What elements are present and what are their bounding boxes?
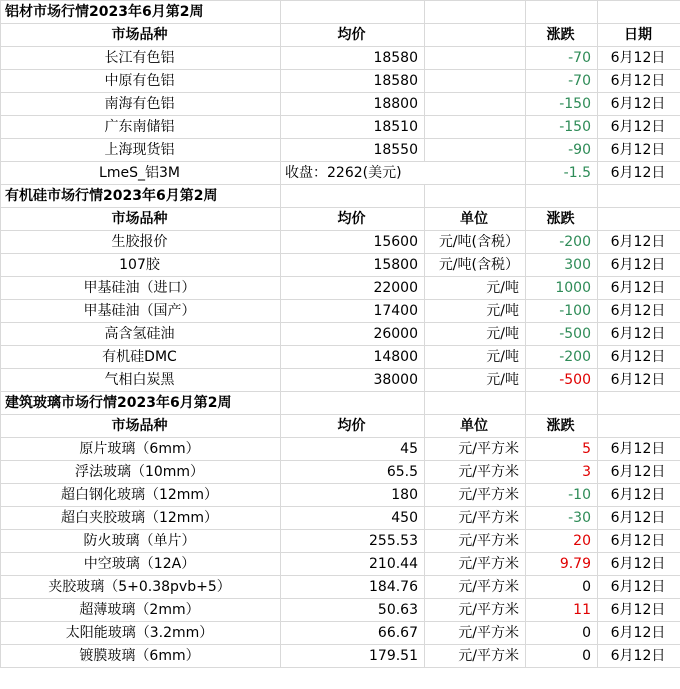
unit-cell[interactable]: 元/吨 xyxy=(425,277,526,300)
change-cell[interactable]: -1.5 xyxy=(526,162,598,185)
variety-cell[interactable]: 甲基硅油（进口） xyxy=(1,277,281,300)
header-price[interactable]: 均价 xyxy=(281,415,425,438)
table-row xyxy=(1,507,680,530)
price-cell[interactable]: 14800 xyxy=(281,346,425,369)
table-row xyxy=(1,484,680,507)
note-cell[interactable]: 收盘：2262(美元) xyxy=(281,162,526,185)
change-cell[interactable]: 300 xyxy=(526,254,598,277)
price-cell[interactable]: 179.51 xyxy=(281,645,425,668)
unit-cell[interactable]: 元/平方米 xyxy=(425,438,526,461)
variety-cell[interactable]: 超薄玻璃（2mm） xyxy=(1,599,281,622)
empty-cell[interactable] xyxy=(425,392,526,415)
unit-cell[interactable] xyxy=(425,47,526,70)
price-cell[interactable]: 18580 xyxy=(281,70,425,93)
price-cell[interactable]: 450 xyxy=(281,507,425,530)
date-cell[interactable]: 6月12日 xyxy=(598,162,680,185)
variety-cell[interactable]: 镀膜玻璃（6mm） xyxy=(1,645,281,668)
variety-cell[interactable]: 中原有色铝 xyxy=(1,70,281,93)
header-price[interactable]: 均价 xyxy=(281,24,425,47)
change-cell[interactable]: -500 xyxy=(526,323,598,346)
change-cell[interactable]: -30 xyxy=(526,507,598,530)
empty-cell[interactable] xyxy=(425,1,526,24)
change-cell[interactable]: 1000 xyxy=(526,277,598,300)
price-cell[interactable]: 26000 xyxy=(281,323,425,346)
table-row xyxy=(1,645,680,668)
header-variety[interactable]: 市场品种 xyxy=(1,24,281,47)
price-cell[interactable]: 66.67 xyxy=(281,622,425,645)
price-cell[interactable]: 255.53 xyxy=(281,530,425,553)
change-cell[interactable]: -200 xyxy=(526,346,598,369)
change-cell[interactable]: -500 xyxy=(526,369,598,392)
unit-cell[interactable]: 元/平方米 xyxy=(425,507,526,530)
variety-cell[interactable]: LmeS_铝3M xyxy=(1,162,281,185)
variety-cell[interactable]: 南海有色铝 xyxy=(1,93,281,116)
unit-cell[interactable]: 元/吨(含税） xyxy=(425,231,526,254)
price-cell[interactable]: 22000 xyxy=(281,277,425,300)
unit-cell[interactable]: 元/吨 xyxy=(425,346,526,369)
change-cell[interactable]: 9.79 xyxy=(526,553,598,576)
change-cell[interactable]: 3 xyxy=(526,461,598,484)
variety-cell[interactable]: 浮法玻璃（10mm） xyxy=(1,461,281,484)
table-row xyxy=(1,231,680,254)
date-cell[interactable]: 6月12日 xyxy=(598,47,680,70)
variety-cell[interactable]: 原片玻璃（6mm） xyxy=(1,438,281,461)
unit-cell[interactable]: 元/吨 xyxy=(425,300,526,323)
header-date[interactable] xyxy=(598,208,680,231)
date-cell[interactable]: 6月12日 xyxy=(598,507,680,530)
empty-cell[interactable] xyxy=(281,392,425,415)
table-row xyxy=(1,346,680,369)
price-cell[interactable]: 15800 xyxy=(281,254,425,277)
header-price[interactable]: 均价 xyxy=(281,208,425,231)
date-cell[interactable]: 6月12日 xyxy=(598,599,680,622)
date-cell[interactable]: 6月12日 xyxy=(598,93,680,116)
unit-cell[interactable] xyxy=(425,139,526,162)
table-row xyxy=(1,70,680,93)
variety-cell[interactable]: 防火玻璃（单片） xyxy=(1,530,281,553)
date-cell[interactable]: 6月12日 xyxy=(598,254,680,277)
variety-cell[interactable]: 有机硅DMC xyxy=(1,346,281,369)
column-header-row xyxy=(1,24,680,47)
price-cell[interactable]: 15600 xyxy=(281,231,425,254)
table-row xyxy=(1,300,680,323)
price-cell[interactable]: 210.44 xyxy=(281,553,425,576)
unit-cell[interactable]: 元/平方米 xyxy=(425,484,526,507)
price-cell[interactable]: 17400 xyxy=(281,300,425,323)
header-variety[interactable]: 市场品种 xyxy=(1,415,281,438)
change-cell[interactable]: -70 xyxy=(526,70,598,93)
header-unit[interactable] xyxy=(425,24,526,47)
variety-cell[interactable]: 高含氢硅油 xyxy=(1,323,281,346)
unit-cell[interactable]: 元/吨(含税） xyxy=(425,254,526,277)
price-cell[interactable]: 50.63 xyxy=(281,599,425,622)
header-date[interactable]: 日期 xyxy=(598,24,680,47)
table-row xyxy=(1,461,680,484)
section-title[interactable]: 建筑玻璃市场行情2023年6月第2周 xyxy=(1,392,281,415)
unit-cell[interactable]: 元/吨 xyxy=(425,369,526,392)
variety-cell[interactable]: 107胶 xyxy=(1,254,281,277)
date-cell[interactable]: 6月12日 xyxy=(598,576,680,599)
change-cell[interactable]: -100 xyxy=(526,300,598,323)
table-row xyxy=(1,576,680,599)
change-cell[interactable]: -10 xyxy=(526,484,598,507)
table-row xyxy=(1,139,680,162)
table-row xyxy=(1,254,680,277)
header-change[interactable]: 涨跌 xyxy=(526,415,598,438)
empty-cell[interactable] xyxy=(281,185,425,208)
table-row xyxy=(1,553,680,576)
column-header-row xyxy=(1,208,680,231)
date-cell[interactable]: 6月12日 xyxy=(598,139,680,162)
sheet-body xyxy=(1,1,680,668)
variety-cell[interactable]: 气相白炭黑 xyxy=(1,369,281,392)
price-cell[interactable]: 18510 xyxy=(281,116,425,139)
header-variety[interactable]: 市场品种 xyxy=(1,208,281,231)
section-title-row xyxy=(1,392,680,415)
variety-cell[interactable]: 超白夹胶玻璃（12mm） xyxy=(1,507,281,530)
date-cell[interactable]: 6月12日 xyxy=(598,70,680,93)
unit-cell[interactable]: 元/平方米 xyxy=(425,645,526,668)
table-row xyxy=(1,93,680,116)
table-row xyxy=(1,622,680,645)
date-cell[interactable]: 6月12日 xyxy=(598,438,680,461)
price-cell[interactable]: 18580 xyxy=(281,47,425,70)
date-cell[interactable]: 6月12日 xyxy=(598,116,680,139)
date-cell[interactable]: 6月12日 xyxy=(598,622,680,645)
unit-cell[interactable]: 元/平方米 xyxy=(425,553,526,576)
variety-cell[interactable]: 长江有色铝 xyxy=(1,47,281,70)
table-row xyxy=(1,369,680,392)
date-cell[interactable]: 6月12日 xyxy=(598,277,680,300)
date-cell[interactable]: 6月12日 xyxy=(598,553,680,576)
empty-cell[interactable] xyxy=(598,392,680,415)
change-cell[interactable]: 5 xyxy=(526,438,598,461)
section-title-row xyxy=(1,185,680,208)
variety-cell[interactable]: 生胶报价 xyxy=(1,231,281,254)
change-cell[interactable]: 0 xyxy=(526,576,598,599)
empty-cell[interactable] xyxy=(526,1,598,24)
section-title-row xyxy=(1,1,680,24)
variety-cell[interactable]: 上海现货铝 xyxy=(1,139,281,162)
change-cell[interactable]: -70 xyxy=(526,47,598,70)
table-row xyxy=(1,599,680,622)
table-row xyxy=(1,47,680,70)
column-header-row xyxy=(1,415,680,438)
unit-cell[interactable]: 元/平方米 xyxy=(425,461,526,484)
date-cell[interactable]: 6月12日 xyxy=(598,323,680,346)
date-cell[interactable]: 6月12日 xyxy=(598,300,680,323)
date-cell[interactable]: 6月12日 xyxy=(598,484,680,507)
change-cell[interactable]: -200 xyxy=(526,231,598,254)
header-change[interactable]: 涨跌 xyxy=(526,24,598,47)
date-cell[interactable]: 6月12日 xyxy=(598,645,680,668)
change-cell[interactable]: 11 xyxy=(526,599,598,622)
price-cell[interactable]: 65.5 xyxy=(281,461,425,484)
change-cell[interactable]: -150 xyxy=(526,93,598,116)
date-cell[interactable]: 6月12日 xyxy=(598,530,680,553)
unit-cell[interactable]: 元/平方米 xyxy=(425,576,526,599)
section-title[interactable]: 铝材市场行情2023年6月第2周 xyxy=(1,1,281,24)
variety-cell[interactable]: 夹胶玻璃（5+0.38pvb+5） xyxy=(1,576,281,599)
unit-cell[interactable] xyxy=(425,93,526,116)
empty-cell[interactable] xyxy=(526,185,598,208)
price-cell[interactable]: 45 xyxy=(281,438,425,461)
unit-cell[interactable]: 元/平方米 xyxy=(425,599,526,622)
price-cell[interactable]: 18550 xyxy=(281,139,425,162)
variety-cell[interactable]: 中空玻璃（12A） xyxy=(1,553,281,576)
date-cell[interactable]: 6月12日 xyxy=(598,369,680,392)
header-change[interactable]: 涨跌 xyxy=(526,208,598,231)
change-cell[interactable]: 0 xyxy=(526,645,598,668)
date-cell[interactable]: 6月12日 xyxy=(598,231,680,254)
change-cell[interactable]: -90 xyxy=(526,139,598,162)
header-unit[interactable]: 单位 xyxy=(425,415,526,438)
date-cell[interactable]: 6月12日 xyxy=(598,461,680,484)
header-unit[interactable]: 单位 xyxy=(425,208,526,231)
change-cell[interactable]: -150 xyxy=(526,116,598,139)
table-row xyxy=(1,277,680,300)
price-cell[interactable]: 18800 xyxy=(281,93,425,116)
table-row xyxy=(1,116,680,139)
empty-cell[interactable] xyxy=(526,392,598,415)
unit-cell[interactable]: 元/平方米 xyxy=(425,530,526,553)
empty-cell[interactable] xyxy=(598,1,680,24)
variety-cell[interactable]: 广东南储铝 xyxy=(1,116,281,139)
variety-cell[interactable]: 太阳能玻璃（3.2mm） xyxy=(1,622,281,645)
price-cell[interactable]: 38000 xyxy=(281,369,425,392)
change-cell[interactable]: 0 xyxy=(526,622,598,645)
change-cell[interactable]: 20 xyxy=(526,530,598,553)
empty-cell[interactable] xyxy=(598,185,680,208)
price-cell[interactable]: 180 xyxy=(281,484,425,507)
date-cell[interactable]: 6月12日 xyxy=(598,346,680,369)
unit-cell[interactable]: 元/平方米 xyxy=(425,622,526,645)
header-date[interactable] xyxy=(598,415,680,438)
unit-cell[interactable]: 元/吨 xyxy=(425,323,526,346)
empty-cell[interactable] xyxy=(425,185,526,208)
unit-cell[interactable] xyxy=(425,116,526,139)
table-row xyxy=(1,323,680,346)
section-title[interactable]: 有机硅市场行情2023年6月第2周 xyxy=(1,185,281,208)
variety-cell[interactable]: 超白钢化玻璃（12mm） xyxy=(1,484,281,507)
variety-cell[interactable]: 甲基硅油（国产） xyxy=(1,300,281,323)
table-row-lme xyxy=(1,162,680,185)
table-row xyxy=(1,530,680,553)
table-row xyxy=(1,438,680,461)
price-cell[interactable]: 184.76 xyxy=(281,576,425,599)
unit-cell[interactable] xyxy=(425,70,526,93)
empty-cell[interactable] xyxy=(281,1,425,24)
